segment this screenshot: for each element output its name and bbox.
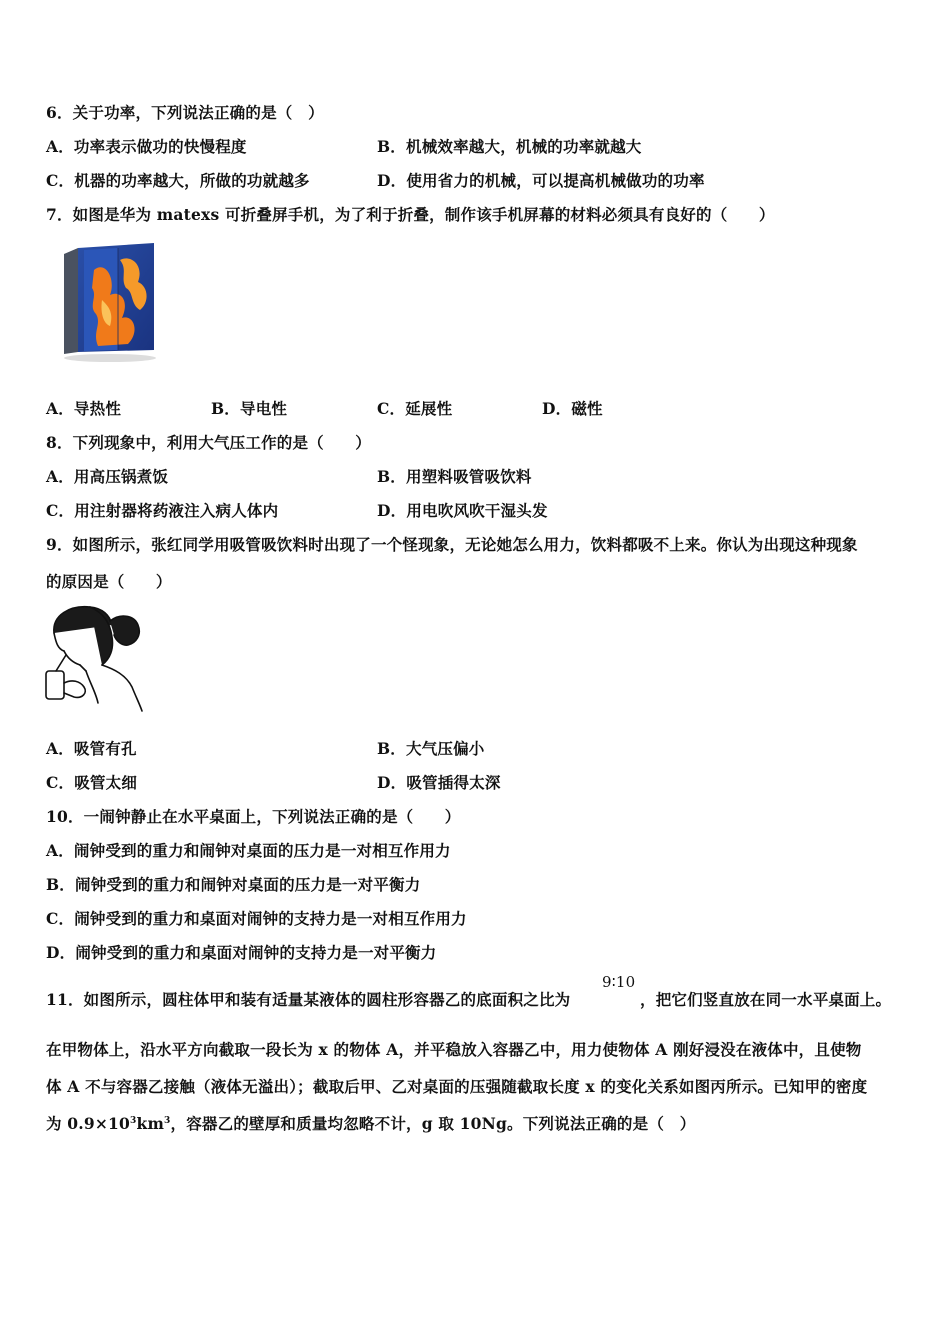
q11-stem-line4 <box>46 1112 695 1134</box>
q10-stem: 10．一闹钟静止在水平桌面上，下列说法正确的是（ ） <box>46 807 461 826</box>
q11-stem-line1 <box>46 973 892 1010</box>
q11-exponent-2: 3 <box>164 1115 171 1126</box>
q8-options-row1 <box>46 465 532 487</box>
q11-density-value: 为 0.9×10 <box>46 1114 131 1133</box>
q6-option-b: B．机械效率越大，机械的功率就越大 <box>377 137 642 156</box>
q9-option-c: C．吸管太细 <box>46 773 138 792</box>
girl-drinking-image <box>44 603 148 713</box>
q6-option-d: D．使用省力的机械，可以提高机械做功的功率 <box>377 171 705 190</box>
q9-option-b: B．大气压偏小 <box>377 739 485 758</box>
q11-exponent-1: 3 <box>130 1115 137 1126</box>
q11-stem-line3: 体 A 不与容器乙接触（液体无溢出）；截取后甲、乙对桌面的压强随截取长度 x 的变化关系如图丙所示。已知甲的密度 <box>46 1077 868 1096</box>
girl-drinking-drawing <box>44 603 148 713</box>
foldable-phone-drawing <box>58 240 158 364</box>
q11-stem-tail: ，容器乙的壁厚和质量均忽略不计，g 取 10Ng。下列说法正确的是（ ） <box>170 1114 696 1133</box>
q10-option-b: B．闹钟受到的重力和闹钟对桌面的压力是一对平衡力 <box>46 875 421 894</box>
q6-stem: 6．关于功率，下列说法正确的是（ ） <box>46 103 324 122</box>
q9-option-d: D．吸管插得太深 <box>377 773 501 792</box>
q7-option-a: A．导热性 <box>46 399 122 418</box>
q11-stem-part1: 11．如图所示，圆柱体甲和装有适量某液体的圆柱形容器乙的底面积之比为 <box>46 990 571 1009</box>
q8-option-b: B．用塑料吸管吸饮料 <box>377 467 532 486</box>
q9-stem-line2: 的原因是（ ） <box>46 572 172 591</box>
q7-option-b: B．导电性 <box>211 399 288 418</box>
q7-stem: 7．如图是华为 matexs 可折叠屏手机，为了利于折叠，制作该手机屏幕的材料必须具有良好的（ ） <box>46 205 775 224</box>
q9-stem-line1: 9．如图所示，张红同学用吸管吸饮料时出现了一个怪现象，无论她怎么用力，饮料都吸不上来。你认为出现这种现象 <box>46 535 858 554</box>
q10-option-c: C．闹钟受到的重力和桌面对闹钟的支持力是一对相互作用力 <box>46 909 467 928</box>
q10-option-d: D．闹钟受到的重力和桌面对闹钟的支持力是一对平衡力 <box>46 943 437 962</box>
q9-options-row1 <box>46 737 485 759</box>
q11-density-unit: km <box>136 1114 165 1133</box>
q8-option-c: C．用注射器将药液注入病人体内 <box>46 501 279 520</box>
q7-options <box>46 397 603 419</box>
q11-stem-line2: 在甲物体上，沿水平方向截取一段长为 x 的物体 A，并平稳放入容器乙中，用力使物体 A 刚好浸没在液体中，且使物 <box>46 1040 862 1059</box>
q10-option-a: A．闹钟受到的重力和闹钟对桌面的压力是一对相互作用力 <box>46 841 451 860</box>
q8-option-a: A．用高压锅煮饭 <box>46 467 169 486</box>
q6-option-c: C．机器的功率越大，所做的功就越多 <box>46 171 310 190</box>
q6-option-a: A．功率表示做功的快慢程度 <box>46 137 247 156</box>
q7-option-d: D．磁性 <box>542 399 603 418</box>
q6-options-row1 <box>46 135 642 157</box>
q6-options-row2 <box>46 169 705 191</box>
q8-option-d: D．用电吹风吹干湿头发 <box>377 501 548 520</box>
q11-stem-part2: ，把它们竖直放在同一水平桌面上。 <box>640 990 892 1009</box>
q8-stem: 8．下列现象中，利用大气压工作的是（ ） <box>46 433 371 452</box>
q11-area-ratio: 9∶10 <box>602 973 636 991</box>
q8-options-row2 <box>46 499 548 521</box>
q9-option-a: A．吸管有孔 <box>46 739 137 758</box>
q9-options-row2 <box>46 771 501 793</box>
foldable-phone-image <box>58 240 158 364</box>
q7-option-c: C．延展性 <box>377 399 453 418</box>
